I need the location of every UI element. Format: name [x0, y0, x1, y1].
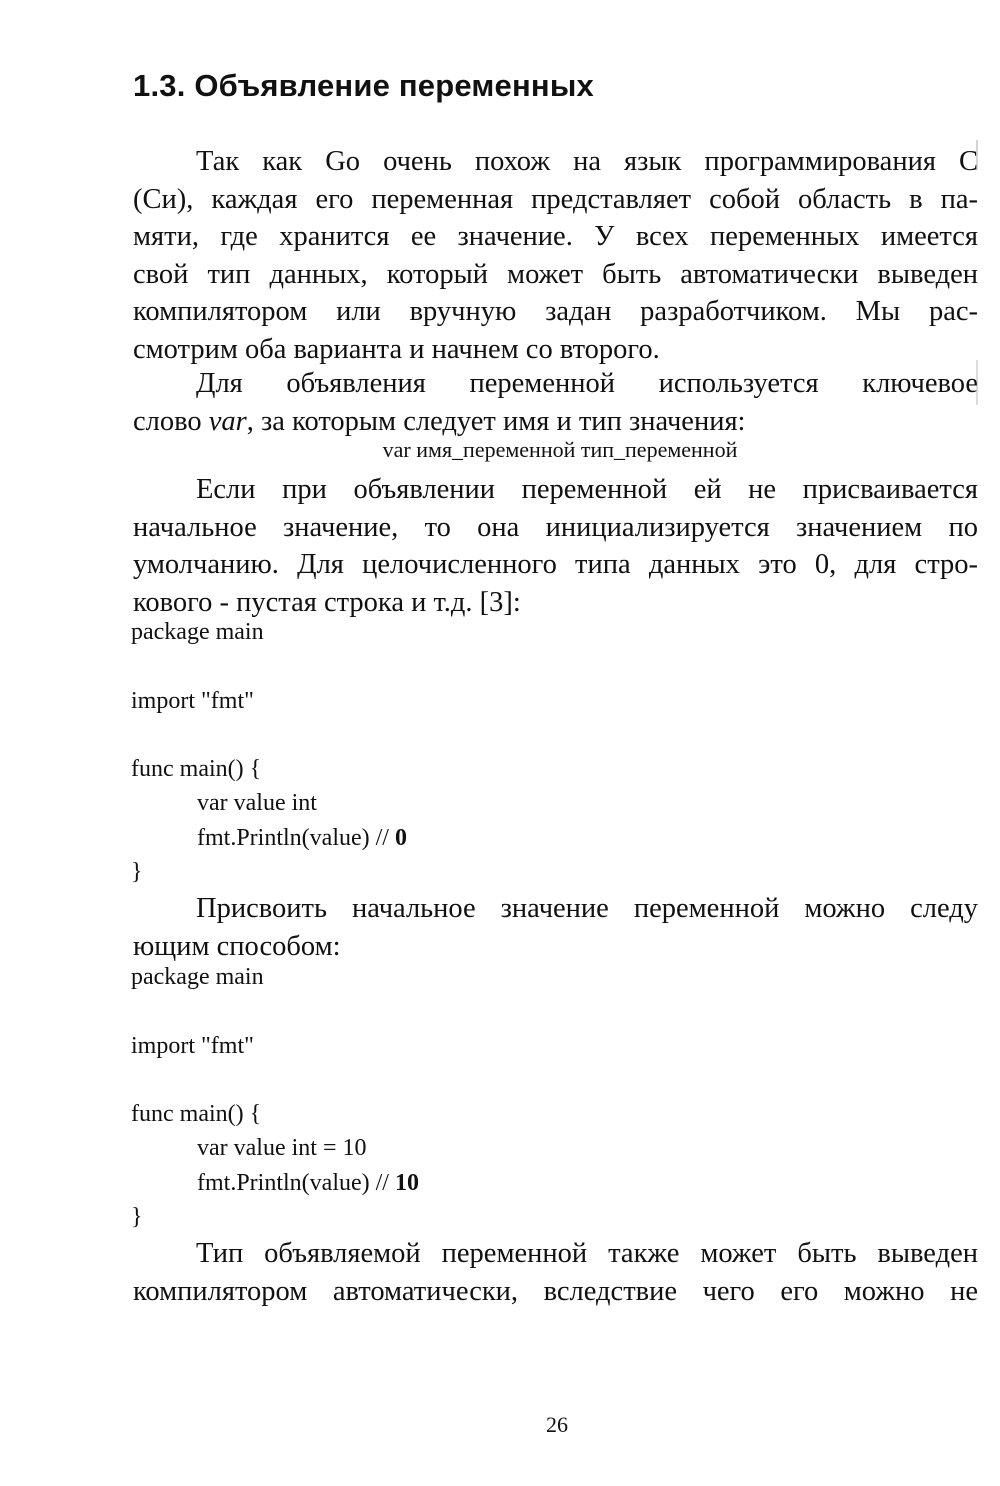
code-line-blank	[131, 1063, 419, 1097]
text-line: начальное значение, то она инициализируется значением по	[133, 511, 978, 543]
code-block-1	[131, 615, 407, 889]
text-line	[133, 403, 978, 441]
text-line: смотрим оба варианта и начнем со второго.	[133, 333, 660, 365]
paragraph-default-values	[133, 471, 978, 621]
section-heading: 1.3. Объявление переменных	[133, 68, 594, 103]
text-line: умолчанию. Для целочисленного типа данных это 0, для стро-	[133, 549, 978, 580]
syntax-example: var имя_переменной тип_переменной	[382, 437, 738, 462]
code-line	[131, 1166, 419, 1200]
text-line: (Си), каждая его переменная представляет собой область в па-	[133, 183, 978, 215]
text-line: Тип объявляемой переменной также может быть выведен	[196, 1238, 978, 1269]
code-block-2	[131, 960, 419, 1234]
text-line: ющим способом:	[133, 930, 341, 962]
text-line: Если при объявлении переменной ей не присваивается	[196, 474, 978, 505]
code-line: func main() {	[131, 756, 262, 783]
scan-edge-mark	[976, 360, 978, 405]
paragraph-intro	[133, 143, 978, 368]
code-line-blank	[131, 994, 419, 1028]
code-line: import "fmt"	[131, 1032, 254, 1059]
keyword-var: var	[208, 405, 247, 437]
code-line	[131, 821, 407, 855]
code-line: package main	[131, 619, 264, 645]
code-result: 10	[394, 1169, 419, 1196]
paragraph-assign	[133, 890, 978, 965]
text-line: Так как Go очень похож на язык программирования C	[196, 146, 978, 177]
code-line: import "fmt"	[131, 687, 254, 714]
text-fragment: , за которым следует имя и тип значения:	[246, 405, 746, 437]
code-line: var value int = 10	[197, 1135, 367, 1162]
code-result: 0	[394, 824, 407, 851]
text-line: компилятором или вручную задан разработчиком. Мы рас-	[133, 296, 978, 327]
code-line-blank	[131, 718, 407, 752]
code-line: package main	[131, 964, 264, 990]
text-line: Присвоить начальное значение переменной можно следу	[196, 893, 978, 924]
code-line-blank	[131, 649, 407, 683]
code-line: }	[131, 1204, 143, 1231]
code-fragment: fmt.Println(value) //	[197, 824, 395, 851]
text-line: кового - пустая строка и т.д. [3]:	[133, 586, 521, 618]
text-line: мяти, где хранится ее значение. У всех переменных имеется	[133, 221, 978, 252]
paragraph-type-inference	[133, 1235, 978, 1310]
text-line: компилятором автоматически, вследствие чего его можно не	[133, 1275, 978, 1307]
code-line: }	[131, 859, 143, 886]
page-number: 26	[546, 1412, 568, 1437]
code-line: func main() {	[131, 1101, 262, 1128]
code-line: var value int	[197, 790, 317, 817]
text-fragment: слово	[133, 405, 209, 437]
code-fragment: fmt.Println(value) //	[197, 1169, 395, 1196]
text-line: Для объявления переменной используется ключевое	[196, 368, 978, 399]
text-line: свой тип данных, который может быть автоматически выведен	[133, 258, 978, 290]
paragraph-declaration	[133, 365, 978, 440]
scan-edge-mark	[976, 140, 978, 170]
